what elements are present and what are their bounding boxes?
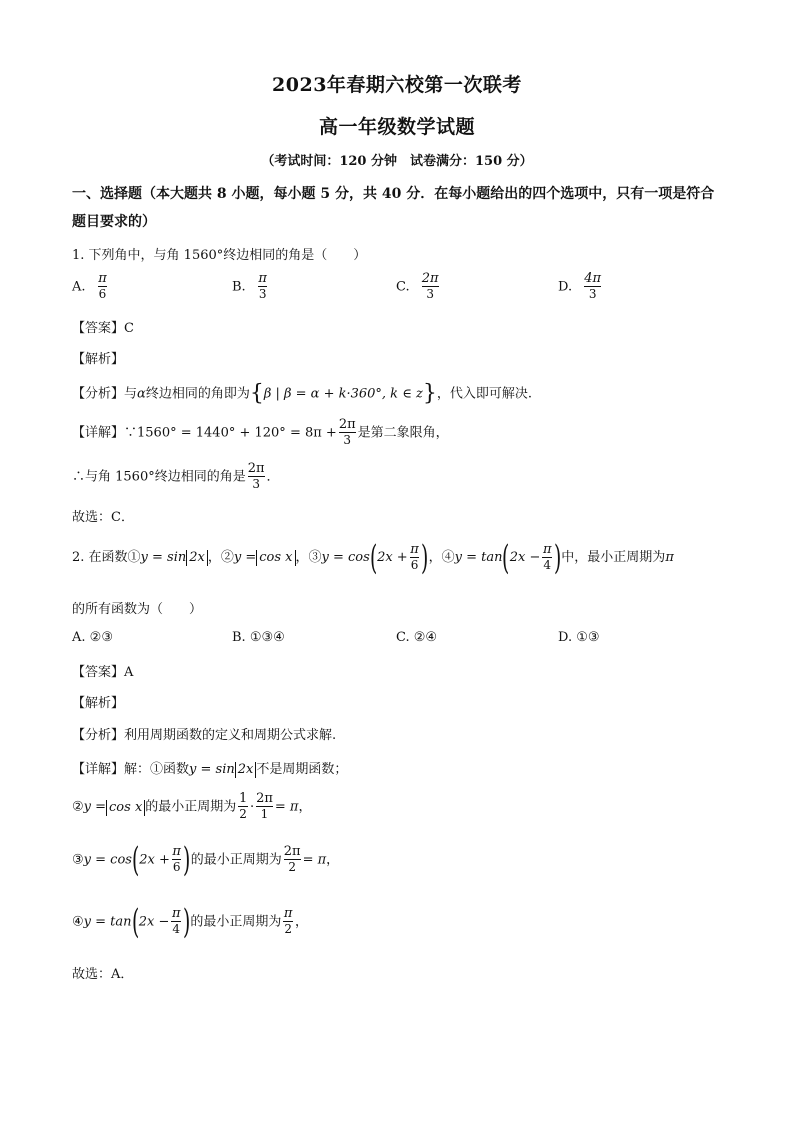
q2-option-c (396, 630, 437, 645)
set-expression: β | β = α + k·360°, k ∈ z (263, 386, 423, 402)
q2-analysis-tag: 【解析】 (72, 696, 125, 711)
inner-expression: 2x + (377, 550, 408, 565)
abs-expression: 2x (235, 762, 257, 778)
exam-title: 2023年春期六校第一次联考 (272, 74, 522, 96)
stem-text: ，④ (428, 550, 455, 565)
step-number: ④ (72, 914, 84, 930)
q2-answer (72, 661, 133, 680)
detail-text: 解：①函数 (124, 762, 190, 777)
inner-expression: 2x − (138, 914, 170, 930)
abs-expression: cos x (256, 550, 295, 566)
stem-text: 中，最小正周期为 (561, 550, 666, 565)
left-brace: { (249, 381, 264, 406)
right-paren: ) (183, 840, 191, 880)
left-paren: ( (131, 902, 139, 942)
q1-analysis-tag: 【解析】 (72, 352, 125, 367)
option-label: D. (558, 630, 573, 645)
option-label: A. (72, 630, 86, 645)
step-text: 的最小正周期为 (145, 799, 237, 815)
fenxi-text: 利用周期函数的定义和周期公式求解. (124, 728, 337, 743)
function-3: y = cos (321, 550, 370, 565)
alpha-symbol: α (137, 386, 146, 402)
inner-fraction: $\frac{\pi}{4}$ (542, 541, 552, 572)
answer-value: C (124, 321, 134, 336)
inner-fraction: $\frac{\pi}{6}$ (410, 541, 419, 572)
abs-expression: cos x (106, 800, 145, 816)
q1-option-d (558, 272, 603, 302)
q1-option-c (396, 272, 441, 302)
step-number: ② (72, 799, 84, 815)
fenxi-tag: 【分析】 (72, 728, 125, 743)
inner-expression: 2x + (139, 852, 170, 868)
option-label: D. (558, 279, 573, 295)
q1-fenxi (72, 380, 532, 409)
answer-value: A (124, 665, 134, 680)
function-4: y = tan (454, 550, 503, 565)
right-paren: ) (183, 902, 191, 942)
option-fraction: $\frac{2\pi}{3}$ (421, 271, 439, 301)
option-fraction: $\frac{4\pi}{3}$ (584, 271, 602, 301)
conclusion-text: ∴与角 1560°终边相同的角是 (72, 469, 246, 485)
q2-step-2 (72, 792, 312, 822)
step-result: = π (302, 852, 327, 868)
pi-symbol: π (665, 550, 674, 565)
function-2: y = (233, 550, 257, 565)
q1-detail (72, 418, 449, 448)
function-1: y = sin (189, 762, 235, 777)
option-text: ②③ (89, 630, 113, 645)
q2-step-3 (72, 840, 339, 880)
q2-option-d (558, 630, 600, 645)
stem-text: ，② (207, 550, 234, 565)
q1-answer (72, 317, 134, 336)
step-result: = π (274, 799, 299, 815)
option-label: C. (396, 279, 410, 295)
option-fraction: $\frac{\pi}{3}$ (258, 271, 267, 301)
function-1: y = sin (140, 550, 187, 565)
detail-tag: 【详解】 (72, 762, 125, 777)
detail-tag: 【详解】 (72, 425, 125, 441)
abs-expression: 2x (186, 550, 208, 566)
left-paren: ( (502, 537, 510, 578)
option-label: A. (72, 279, 86, 295)
step-fraction: $\frac{2\pi}{2}$ (283, 844, 301, 874)
option-label: B. (232, 279, 246, 295)
q2-detail (72, 758, 347, 778)
detail-text: 不是周期函数； (256, 762, 348, 777)
q1-option-b (232, 272, 269, 302)
function-2: y = (83, 799, 107, 815)
right-brace: } (422, 381, 437, 406)
fenxi-text: ，代入即可解决. (436, 386, 532, 402)
q2-stem (72, 536, 674, 580)
q2-choose: 故选：A． (72, 967, 134, 982)
q1-choose: 故选：C． (72, 510, 134, 525)
function-4: y = tan (83, 914, 132, 930)
stem-text: 2. 在函数① (72, 550, 141, 565)
q2-fenxi (72, 724, 336, 743)
step-text: 的最小正周期为 (190, 852, 282, 868)
option-text: ②④ (413, 630, 438, 645)
section-heading: 一、选择题（本大题共 8 小题，每小题 5 分，共 40 分．在每小题给出的四个选项中，只有一项是符合题目要求的） (72, 186, 715, 230)
q2-stem-line2: 的所有函数为（ ） (72, 602, 203, 617)
option-text: ①③ (576, 630, 600, 645)
option-label: B. (232, 630, 246, 645)
stem-text: ，③ (295, 550, 322, 565)
fenxi-text: 终边相同的角即为 (145, 386, 250, 402)
q1-stem: 1. 下列角中，与角 1560°终边相同的角是（ ） (72, 248, 367, 263)
q2-option-a (72, 630, 113, 645)
left-paren: ( (369, 537, 378, 578)
q1-conclusion (72, 462, 280, 492)
answer-tag: 【答案】 (72, 665, 125, 680)
option-text: ①③④ (249, 630, 285, 645)
inner-fraction: $\frac{\pi}{4}$ (171, 906, 181, 936)
step-text: 的最小正周期为 (190, 914, 282, 930)
right-paren: ) (554, 537, 562, 578)
function-3: y = cos (83, 852, 132, 868)
q2-step-4 (72, 902, 308, 942)
q1-option-a (72, 272, 109, 302)
fenxi-tag: 【分析】 (72, 386, 125, 402)
detail-fraction: $\frac{2\pi}{3}$ (338, 417, 356, 447)
step-number: ③ (72, 852, 84, 868)
dot-operator: · (249, 799, 255, 815)
step-text: ， (298, 799, 312, 815)
step-text: ， (294, 914, 308, 930)
inner-expression: 2x − (509, 550, 541, 565)
option-fraction: $\frac{\pi}{6}$ (98, 271, 107, 301)
right-paren: ) (421, 537, 429, 578)
step-text: ， (326, 852, 340, 868)
answer-tag: 【答案】 (72, 321, 125, 336)
step-fraction: $\frac{1}{2}$ (238, 791, 248, 821)
step-fraction: $\frac{\pi}{2}$ (283, 906, 293, 936)
inner-fraction: $\frac{\pi}{6}$ (172, 844, 181, 874)
left-paren: ( (131, 840, 140, 880)
option-label: C. (396, 630, 410, 645)
detail-text: 是第二象限角， (357, 425, 449, 441)
conclusion-fraction: $\frac{2\pi}{3}$ (247, 461, 265, 491)
exam-subject-title: 高一年级数学试题 (318, 116, 475, 138)
step-fraction: $\frac{2\pi}{1}$ (256, 791, 273, 821)
exam-info: （考试时间：120 分钟 试卷满分：150 分） (261, 154, 533, 169)
q2-option-b (232, 630, 285, 645)
detail-equation: ∵1560° = 1440° + 120° = 8π + (124, 425, 337, 441)
conclusion-text: ． (266, 469, 280, 485)
fenxi-text: 与 (124, 386, 138, 402)
